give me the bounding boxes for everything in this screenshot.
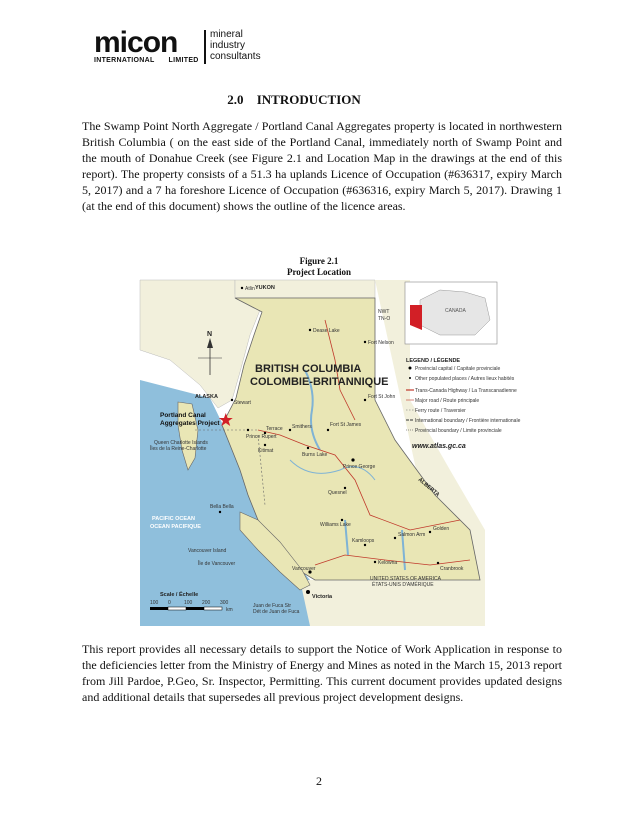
island-label-vi: Vancouver Island xyxy=(188,548,227,554)
usa-label-en: UNITED STATES OF AMERICA xyxy=(370,576,441,582)
place-label: Stewart xyxy=(234,400,251,406)
legend-item: Provincial capital / Capitale provinciale xyxy=(415,366,501,372)
place-label: Quesnel xyxy=(328,490,347,496)
logo-tagline xyxy=(210,29,261,62)
project-location-map xyxy=(140,280,521,626)
island-label-vi-fr: Île de Vancouver xyxy=(198,561,236,567)
place-label: Fort Nelson xyxy=(368,340,394,346)
place-dot xyxy=(364,544,366,546)
scale-tick: 300 xyxy=(220,600,229,606)
north-arrow-label: N xyxy=(207,331,213,338)
legend-item: Major road / Route principale xyxy=(415,398,480,404)
nwt-label: NWT xyxy=(378,309,390,315)
place-label: Prince Rupert xyxy=(246,434,277,440)
legend-place-icon xyxy=(409,377,411,379)
logo-tagline-line: consultants xyxy=(210,51,261,62)
section-number: 2.0 xyxy=(227,92,244,107)
place-dot xyxy=(364,399,366,401)
details-paragraph: This report provides all necessary details to support the Notice of Work Application in response to the deficiencies letter from the Ministry of Energy and Mines as noted in the March 15, 2013 report from Jill Pardoe, P.Geo, Sr. Inspector, Permitting. This current document provides updated designs and additional details that supersedes all previous project development designs. xyxy=(82,642,562,704)
place-label: Dease Lake xyxy=(313,328,340,334)
logo-divider xyxy=(204,30,206,64)
alberta-label: ALBERTA xyxy=(416,476,441,499)
scale-tick: 0 xyxy=(168,600,171,606)
place-label: Victoria xyxy=(312,594,333,600)
project-label-1: Portland Canal xyxy=(160,412,206,419)
legend-capital-icon xyxy=(409,367,412,370)
website-label: www.atlas.gc.ca xyxy=(412,443,466,450)
place-dot xyxy=(307,447,309,449)
map-canvas xyxy=(140,280,521,626)
place-label: Cranbrook xyxy=(440,566,464,572)
logo-tagline-line: mineral xyxy=(210,29,243,40)
place-dot xyxy=(341,519,343,521)
juan-label-fr: Dét de Juan de Fuca xyxy=(253,609,300,615)
inset-canada-label: CANADA xyxy=(445,308,466,314)
ocean-label-en: PACIFIC OCEAN xyxy=(152,516,195,522)
place-dot xyxy=(247,429,249,431)
place-label: Atlin xyxy=(245,286,255,292)
ocean-label-fr: OCEAN PACIFIQUE xyxy=(150,524,201,530)
capital-dot xyxy=(306,590,310,594)
place-dot xyxy=(344,487,346,489)
place-label: Bella Bella xyxy=(210,504,234,510)
legend-item: Trans-Canada Highway / La Transcanadienne xyxy=(415,388,517,394)
place-dot xyxy=(351,458,354,461)
place-dot xyxy=(264,444,266,446)
section-title: INTRODUCTION xyxy=(256,92,361,107)
logo-wordmark: micon xyxy=(94,26,178,59)
logo-tagline-line: industry xyxy=(210,40,246,51)
legend-title: LEGEND / LÉGENDE xyxy=(406,358,461,364)
place-label: Fort St John xyxy=(368,394,396,400)
place-label: Golden xyxy=(433,526,450,532)
place-label: Burns Lake xyxy=(302,452,328,458)
island-label-qc-fr: Îles de la Reine-Charlotte xyxy=(150,446,207,452)
scale-tick: 100 xyxy=(184,600,193,606)
map-title-fr: COLOMBIE-BRITANNIQUE xyxy=(250,376,389,388)
section-heading xyxy=(0,92,638,108)
juan-label-en: Juan de Fuca Str xyxy=(253,603,292,609)
scale-title: Scale / Échelle xyxy=(160,592,199,598)
tno-label: TN-O xyxy=(378,316,391,322)
place-dot xyxy=(241,287,243,289)
place-dot xyxy=(289,429,291,431)
place-label: Fort St James xyxy=(330,422,362,428)
place-dot xyxy=(219,511,221,513)
place-dot xyxy=(264,432,266,434)
legend-item: Other populated places / Autres lieux habités xyxy=(415,376,515,382)
place-dot xyxy=(374,561,376,563)
place-dot xyxy=(327,429,329,431)
place-label: Salmon Arm xyxy=(398,532,426,538)
scale-tick: 100 xyxy=(150,600,159,606)
micon-logo xyxy=(94,28,264,68)
alaska-label: ALASKA xyxy=(195,394,218,400)
intro-paragraph: The Swamp Point North Aggregate / Portland Canal Aggregates property is located in northwestern British Columbia ( on the east side of the Portland Canal, immediately north of Swamp Point and the mouth of Donahue Creek (see Figure 2.1 and Location Map in the drawings at the end of this report). The property consists of a 51.3 ha uplands Licence of Occupation (#636317, expiry March 5, 2017) and a 7 ha foreshore Licence of Occupation (#636316, expiry March 5, 2017). Drawing 1 (at the end of this document) shows the outline of the licence areas. xyxy=(82,119,562,213)
place-label: Williams Lake xyxy=(320,522,351,528)
place-dot xyxy=(309,329,311,331)
figure-number: Figure 2.1 xyxy=(299,256,339,266)
usa-label-fr: ÉTATS-UNIS D'AMÉRIQUE xyxy=(372,582,434,588)
island-label-qc: Queen Charlotte Islands xyxy=(154,440,208,446)
place-dot xyxy=(437,562,439,564)
legend-item: Ferry route / Traversier xyxy=(415,408,466,414)
place-label: Kelowna xyxy=(378,560,398,566)
logo-subtitle xyxy=(94,57,213,64)
scale-tick: 200 xyxy=(202,600,211,606)
logo-sub-right: LIMITED xyxy=(168,57,199,64)
project-label-2: Aggregates Project xyxy=(160,420,220,427)
place-label: Smithers xyxy=(292,424,312,430)
place-label: Kamloops xyxy=(352,538,375,544)
yukon-label: YUKON xyxy=(255,285,275,291)
logo-sub-left: INTERNATIONAL xyxy=(94,57,155,64)
scale-unit: km xyxy=(226,607,233,613)
place-label: Terrace xyxy=(266,426,283,432)
legend-item: Provincial boundary / Limite provinciale xyxy=(415,428,502,434)
canada-inset-map xyxy=(405,282,497,344)
place-dot xyxy=(394,537,396,539)
place-dot xyxy=(429,531,431,533)
place-label: Kitimat xyxy=(258,448,274,454)
figure-caption: Project Location xyxy=(286,267,352,277)
page-number: 2 xyxy=(316,774,322,788)
place-label: Prince George xyxy=(343,464,376,470)
map-title-en: BRITISH COLUMBIA xyxy=(255,363,362,375)
place-dot xyxy=(364,341,366,343)
place-label: Vancouver xyxy=(292,566,316,572)
legend-item: International boundary / Frontière internationale xyxy=(415,418,521,424)
place-dot xyxy=(231,399,233,401)
